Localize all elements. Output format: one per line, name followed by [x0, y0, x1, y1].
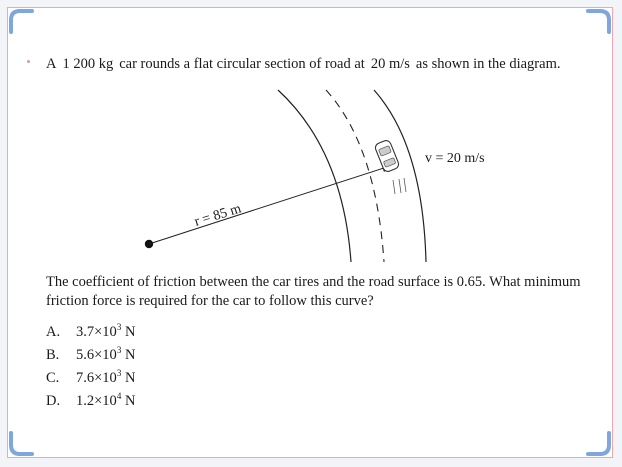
option-times: ×10: [94, 370, 117, 386]
option-exponent: 3: [116, 345, 122, 355]
corner-bracket-bottom-left: [8, 431, 34, 457]
option-c[interactable]: [46, 370, 135, 393]
corner-bracket-top-left: [8, 8, 34, 34]
question-body-line-2: friction force is required for the car to follow this curve?: [46, 293, 374, 309]
question-marker: [27, 60, 30, 63]
curve-diagram: [138, 90, 485, 270]
option-letter: A.: [46, 324, 61, 340]
car-motion-lines: [393, 178, 406, 194]
stem-speed: 20 m/s: [370, 56, 410, 72]
option-d[interactable]: [46, 393, 135, 416]
option-letter: B.: [46, 347, 60, 363]
option-mantissa: 3.7: [76, 324, 95, 340]
option-exponent: 3: [116, 368, 122, 378]
road-inner-edge: [278, 90, 351, 262]
stem-part-3: car rounds a flat circular section of road at: [119, 56, 365, 72]
option-mantissa: 5.6: [76, 347, 95, 363]
stem-part-1: A: [46, 56, 57, 72]
stem-mass: 1 200 kg: [62, 56, 114, 72]
radius-line: [149, 166, 390, 244]
option-b[interactable]: [46, 347, 135, 370]
car-icon: [374, 139, 400, 173]
corner-bracket-bottom-right: [586, 431, 612, 457]
option-exponent: 3: [116, 322, 122, 332]
option-mantissa: 7.6: [76, 370, 95, 386]
road-center-line: [326, 90, 384, 262]
option-mantissa: 1.2: [76, 393, 95, 409]
option-a[interactable]: [46, 324, 135, 347]
option-unit: N: [124, 370, 136, 386]
corner-bracket-top-right: [586, 8, 612, 34]
velocity-label: v = 20 m/s: [425, 151, 485, 166]
stem-part-5: as shown in the diagram.: [415, 56, 561, 72]
option-exponent: 4: [116, 391, 122, 401]
option-unit: N: [124, 347, 136, 363]
question-stem: [46, 56, 560, 73]
option-times: ×10: [94, 393, 117, 409]
question-body-line-1: The coefficient of friction between the car tires and the road surface is 0.65. What minimum: [46, 274, 581, 290]
option-unit: N: [124, 393, 136, 409]
question-body: [46, 273, 606, 311]
radius-label: r = 85 m: [192, 201, 244, 230]
option-letter: D.: [46, 393, 61, 409]
question-card: [7, 7, 613, 458]
option-letter: C.: [46, 370, 60, 386]
option-times: ×10: [94, 324, 117, 340]
answer-options: [46, 324, 135, 416]
option-unit: N: [124, 324, 136, 340]
option-times: ×10: [94, 347, 117, 363]
